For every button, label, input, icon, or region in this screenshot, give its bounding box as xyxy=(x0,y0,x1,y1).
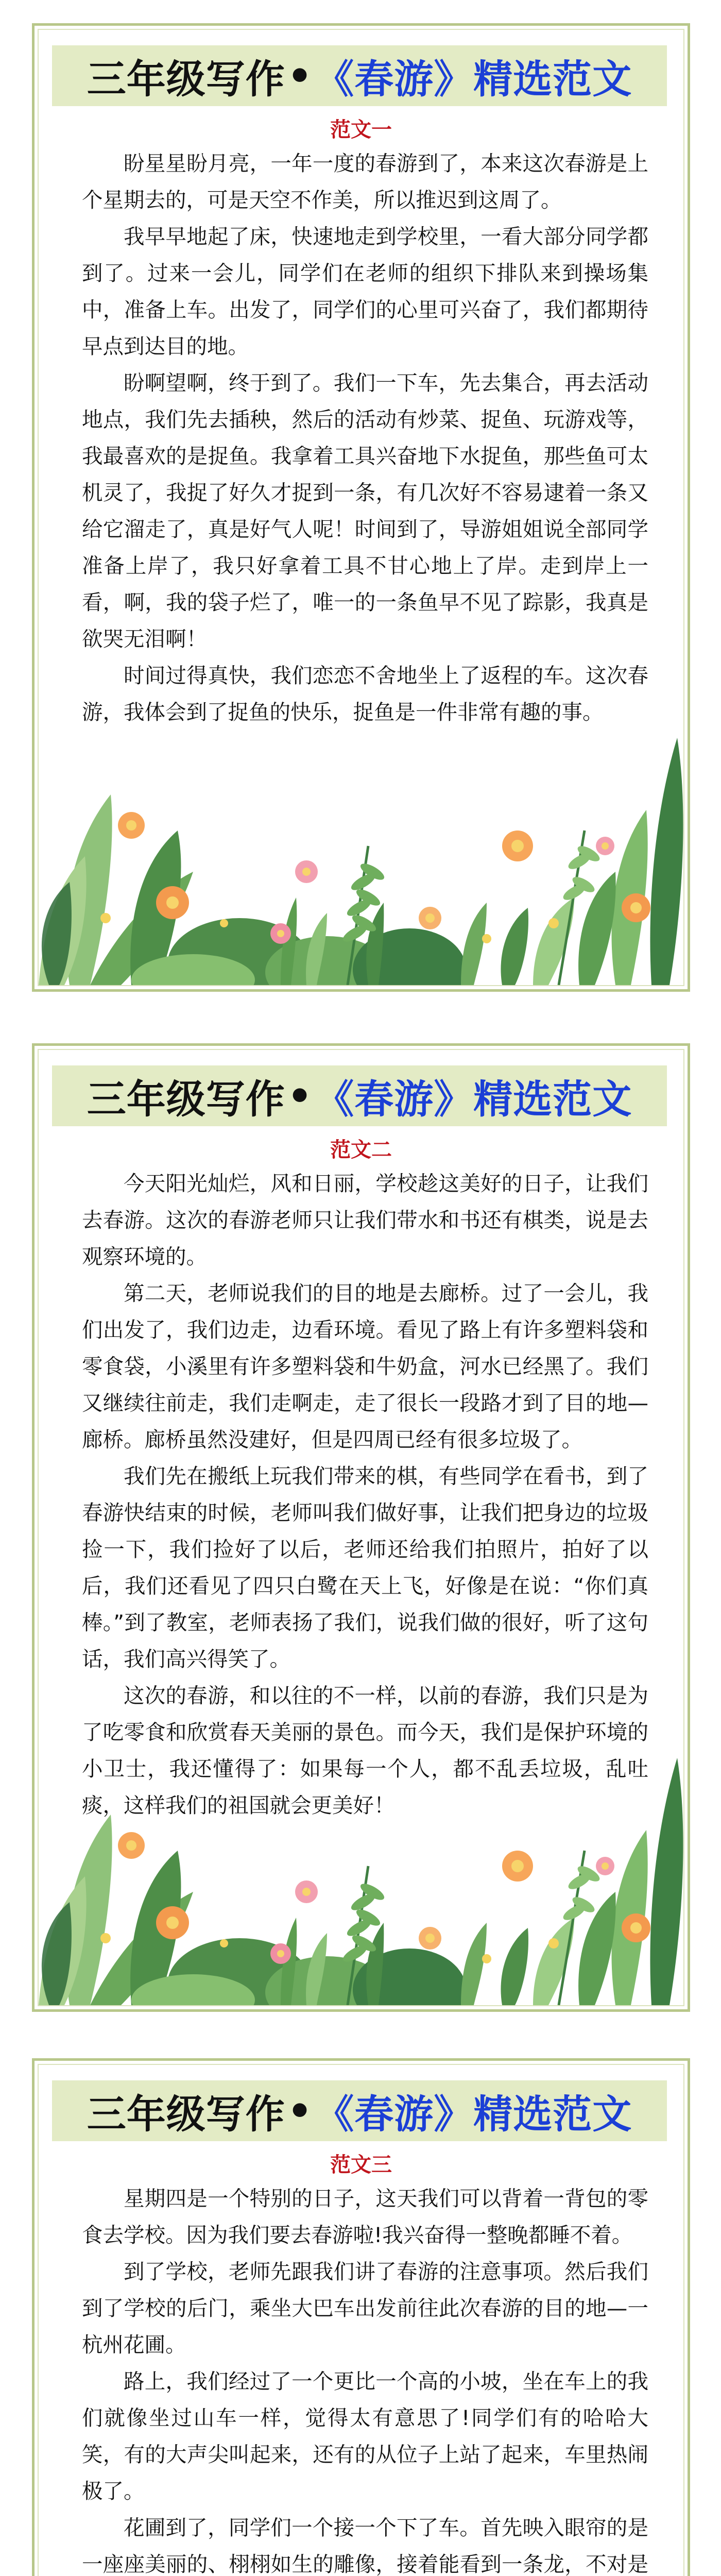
title-dot: • xyxy=(287,1073,313,1119)
paragraph: 第二天，老师说我们的目的地是去廊桥。过了一会儿，我们出发了，我们边走，边看环境。看见了路上有许多塑料袋和零食袋，小溪里有许多塑料袋和牛奶盒，河水已经黑了。我们又继续往前走，我们走啊走，走了很长一段路才到了目的地—廊桥。廊桥虽然没建好，但是四周已经有很多垃圾了。 xyxy=(82,1281,648,1452)
paragraph: 盼星星盼月亮，一年一度的春游到了，本来这次春游是上个星期去的，可是天空不作美，所以推迟到这周了。 xyxy=(82,151,648,212)
title-dot: • xyxy=(287,53,313,99)
flower-decoration xyxy=(39,676,683,985)
paragraph: 到了学校，老师先跟我们讲了春游的注意事项。然后我们到了学校的后门，乘坐大巴车出发前往此次春游的目的地—一杭州花圃。 xyxy=(82,2259,648,2357)
essay-card-3 xyxy=(32,2058,690,2576)
paragraph: 时间过得真快，我们恋恋不舍地坐上了返程的车。这次春游，我体会到了捉鱼的快乐，捉鱼是一件非常有趣的事。 xyxy=(82,663,648,724)
essay-label: 范文二 xyxy=(330,1138,392,1162)
essay-card-1 xyxy=(32,23,690,992)
title-dot: • xyxy=(287,2088,313,2134)
card-title xyxy=(52,45,667,106)
paragraph: 这次的春游，和以往的不一样，以前的春游，我们只是为了吃零食和欣赏春天美丽的景色。而今天，我们是保护环境的小卫士，我还懂得了：如果每一个人，都不乱丢垃圾，乱吐痰，这样我们的祖国就会更美好！ xyxy=(82,1683,648,1818)
title-main: 三年级写作 xyxy=(87,56,285,102)
title-topic: 《春游》精选范文 xyxy=(315,2091,632,2137)
essay-label: 范文一 xyxy=(330,118,392,142)
title-topic: 《春游》精选范文 xyxy=(315,1076,632,1122)
paragraph: 我早早地起了床，快速地走到学校里，一看大部分同学都到了。过来一会儿，同学们在老师的组织下排队来到操场集中，准备上车。出发了，同学们的心里可兴奋了，我们都期待早点到达目的地。 xyxy=(82,224,648,359)
essay-body xyxy=(82,145,648,731)
paragraph: 盼啊望啊，终于到了。我们一下车，先去集合，再去活动地点，我们先去插秧，然后的活动有炒菜、捉鱼、玩游戏等，我最喜欢的是捉鱼。我拿着工具兴奋地下水捉鱼，那些鱼可太机灵了，我捉了好久才捉到一条，有几次好不容易逮着一条又给它溜走了，真是好气人呢！时间到了，导游姐姐说全部同学准备上岸了，我只好拿着工具不甘心地上了岸。走到岸上一看，啊，我的袋子烂了，唯一的一条鱼早不见了踪影，我真是欲哭无泪啊！ xyxy=(82,370,648,651)
title-main: 三年级写作 xyxy=(87,1076,285,1122)
title-bar xyxy=(52,2080,667,2141)
card-title xyxy=(52,2080,667,2141)
card-title xyxy=(52,1065,667,1126)
title-bar xyxy=(52,1065,667,1126)
essay-body xyxy=(82,2180,648,2576)
title-bar xyxy=(52,45,667,106)
paragraph: 星期四是一个特别的日子，这天我们可以背着一背包的零食去学校。因为我们要去春游啦!我兴奋得一整晚都睡不着。 xyxy=(82,2186,648,2247)
paragraph: 今天阳光灿烂，风和日丽，学校趁这美好的日子，让我们去春游。这次的春游老师只让我们带水和书还有棋类，说是去观察环境的。 xyxy=(82,1171,648,1269)
title-topic: 《春游》精选范文 xyxy=(315,56,632,102)
title-main: 三年级写作 xyxy=(87,2091,285,2137)
flower-decoration xyxy=(39,1696,683,2005)
paragraph: 我们先在搬纸上玩我们带来的棋，有些同学在看书，到了春游快结束的时候，老师叫我们做好事，让我们把身边的垃圾捡一下，我们捡好了以后，老师还给我们拍照片，拍好了以后，我们还看见了四只白鹭在天上飞，好像是在说：“你们真棒。”到了教室，老师表扬了我们，说我们做的很好，听了这句话，我们高兴得笑了。 xyxy=(82,1464,648,1671)
paragraph: 花圃到了，同学们一个接一个下了车。首先映入眼帘的是一座座美丽的、栩栩如生的雕像，接着能看到一条龙，不对是 xyxy=(82,2515,648,2576)
essay-card-2 xyxy=(32,1043,690,2012)
essay-label: 范文三 xyxy=(330,2153,392,2177)
paragraph: 路上，我们经过了一个更比一个高的小坡，坐在车上的我们就像坐过山车一样，觉得太有意思了!同学们有的哈哈大笑，有的大声尖叫起来，还有的从位子上站了起来，车里热闹极了。 xyxy=(82,2369,648,2503)
